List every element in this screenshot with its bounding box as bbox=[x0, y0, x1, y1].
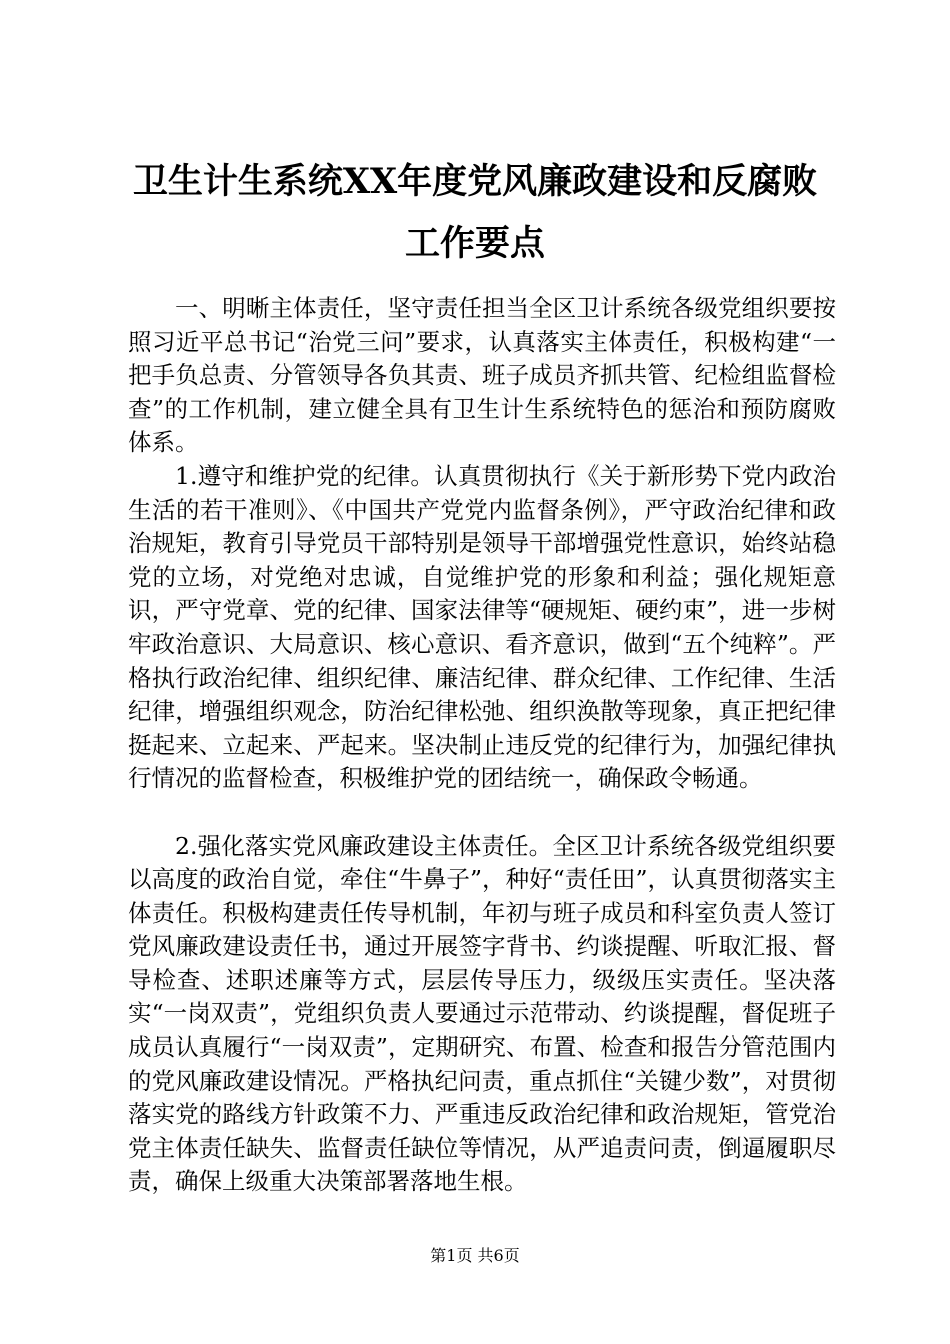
document-title-line-2: 工作要点 bbox=[404, 223, 545, 264]
paragraph-spacer bbox=[128, 796, 836, 830]
paragraph-item-1: 1.遵守和维护党的纪律。认真贯彻执行《关于新形势下党内政治生活的若干准则》、《中国共产党党内监督条例》，严守政治纪律和政治规矩，教育引导党员干部特别是领导干部增强党性意识，始终站稳党的立场，对党绝对忠诚，自觉维护党的形象和利益；强化规矩意识，严守党章、党的纪律、国家法律等“硬规矩、硬约束”，进一步树牢政治意识、大局意识、核心意识、看齐意识，做到“五个纯粹”。严格执行政治纪律、组织纪律、廉洁纪律、群众纪律、工作纪律、生活纪律，增强组织观念，防治纪律松弛、组织涣散等现象，真正把纪律挺起来、立起来、严起来。坚决制止违反党的纪律行为，加强纪律执行情况的监督检查，积极维护党的团结统一，确保政令畅通。 bbox=[128, 461, 836, 793]
document-title-line-1: 卫生计生系统XX年度党风廉政建设和反腐败 bbox=[132, 161, 818, 202]
page-number-footer: 第1页 共6页 bbox=[430, 1246, 520, 1265]
paragraph-section-one: 一、明晰主体责任，坚守责任担当全区卫计系统各级党组织要按照习近平总书记“治党三问”要求，认真落实主体责任，积极构建“一把手负总责、分管领导各负其责、班子成员齐抓共管、纪检组监督检查”的工作机制，建立健全具有卫生计生系统特色的惩治和预防腐败体系。 bbox=[128, 294, 836, 457]
paragraph-item-2: 2.强化落实党风廉政建设主体责任。全区卫计系统各级党组织要以高度的政治自觉，牵住“牛鼻子”，种好“责任田”，认真贯彻落实主体责任。积极构建责任传导机制，年初与班子成员和科室负责人签订党风廉政建设责任书，通过开展签字背书、约谈提醒、听取汇报、督导检查、述职述廉等方式，层层传导压力，级级压实责任。坚决落实“一岗双责”，党组织负责人要通过示范带动、约谈提醒，督促班子成员认真履行“一岗双责”，定期研究、布置、检查和报告分管范围内的党风廉政建设情况。严格执纪问责，重点抓住“关键少数”，对贯彻落实党的路线方针政策不力、严重违反政治纪律和政治规矩，管党治党主体责任缺失、监督责任缺位等情况，从严追责问责，倒逼履职尽责，确保上级重大决策部署落地生根。 bbox=[128, 831, 836, 1196]
document-body bbox=[128, 292, 836, 1199]
